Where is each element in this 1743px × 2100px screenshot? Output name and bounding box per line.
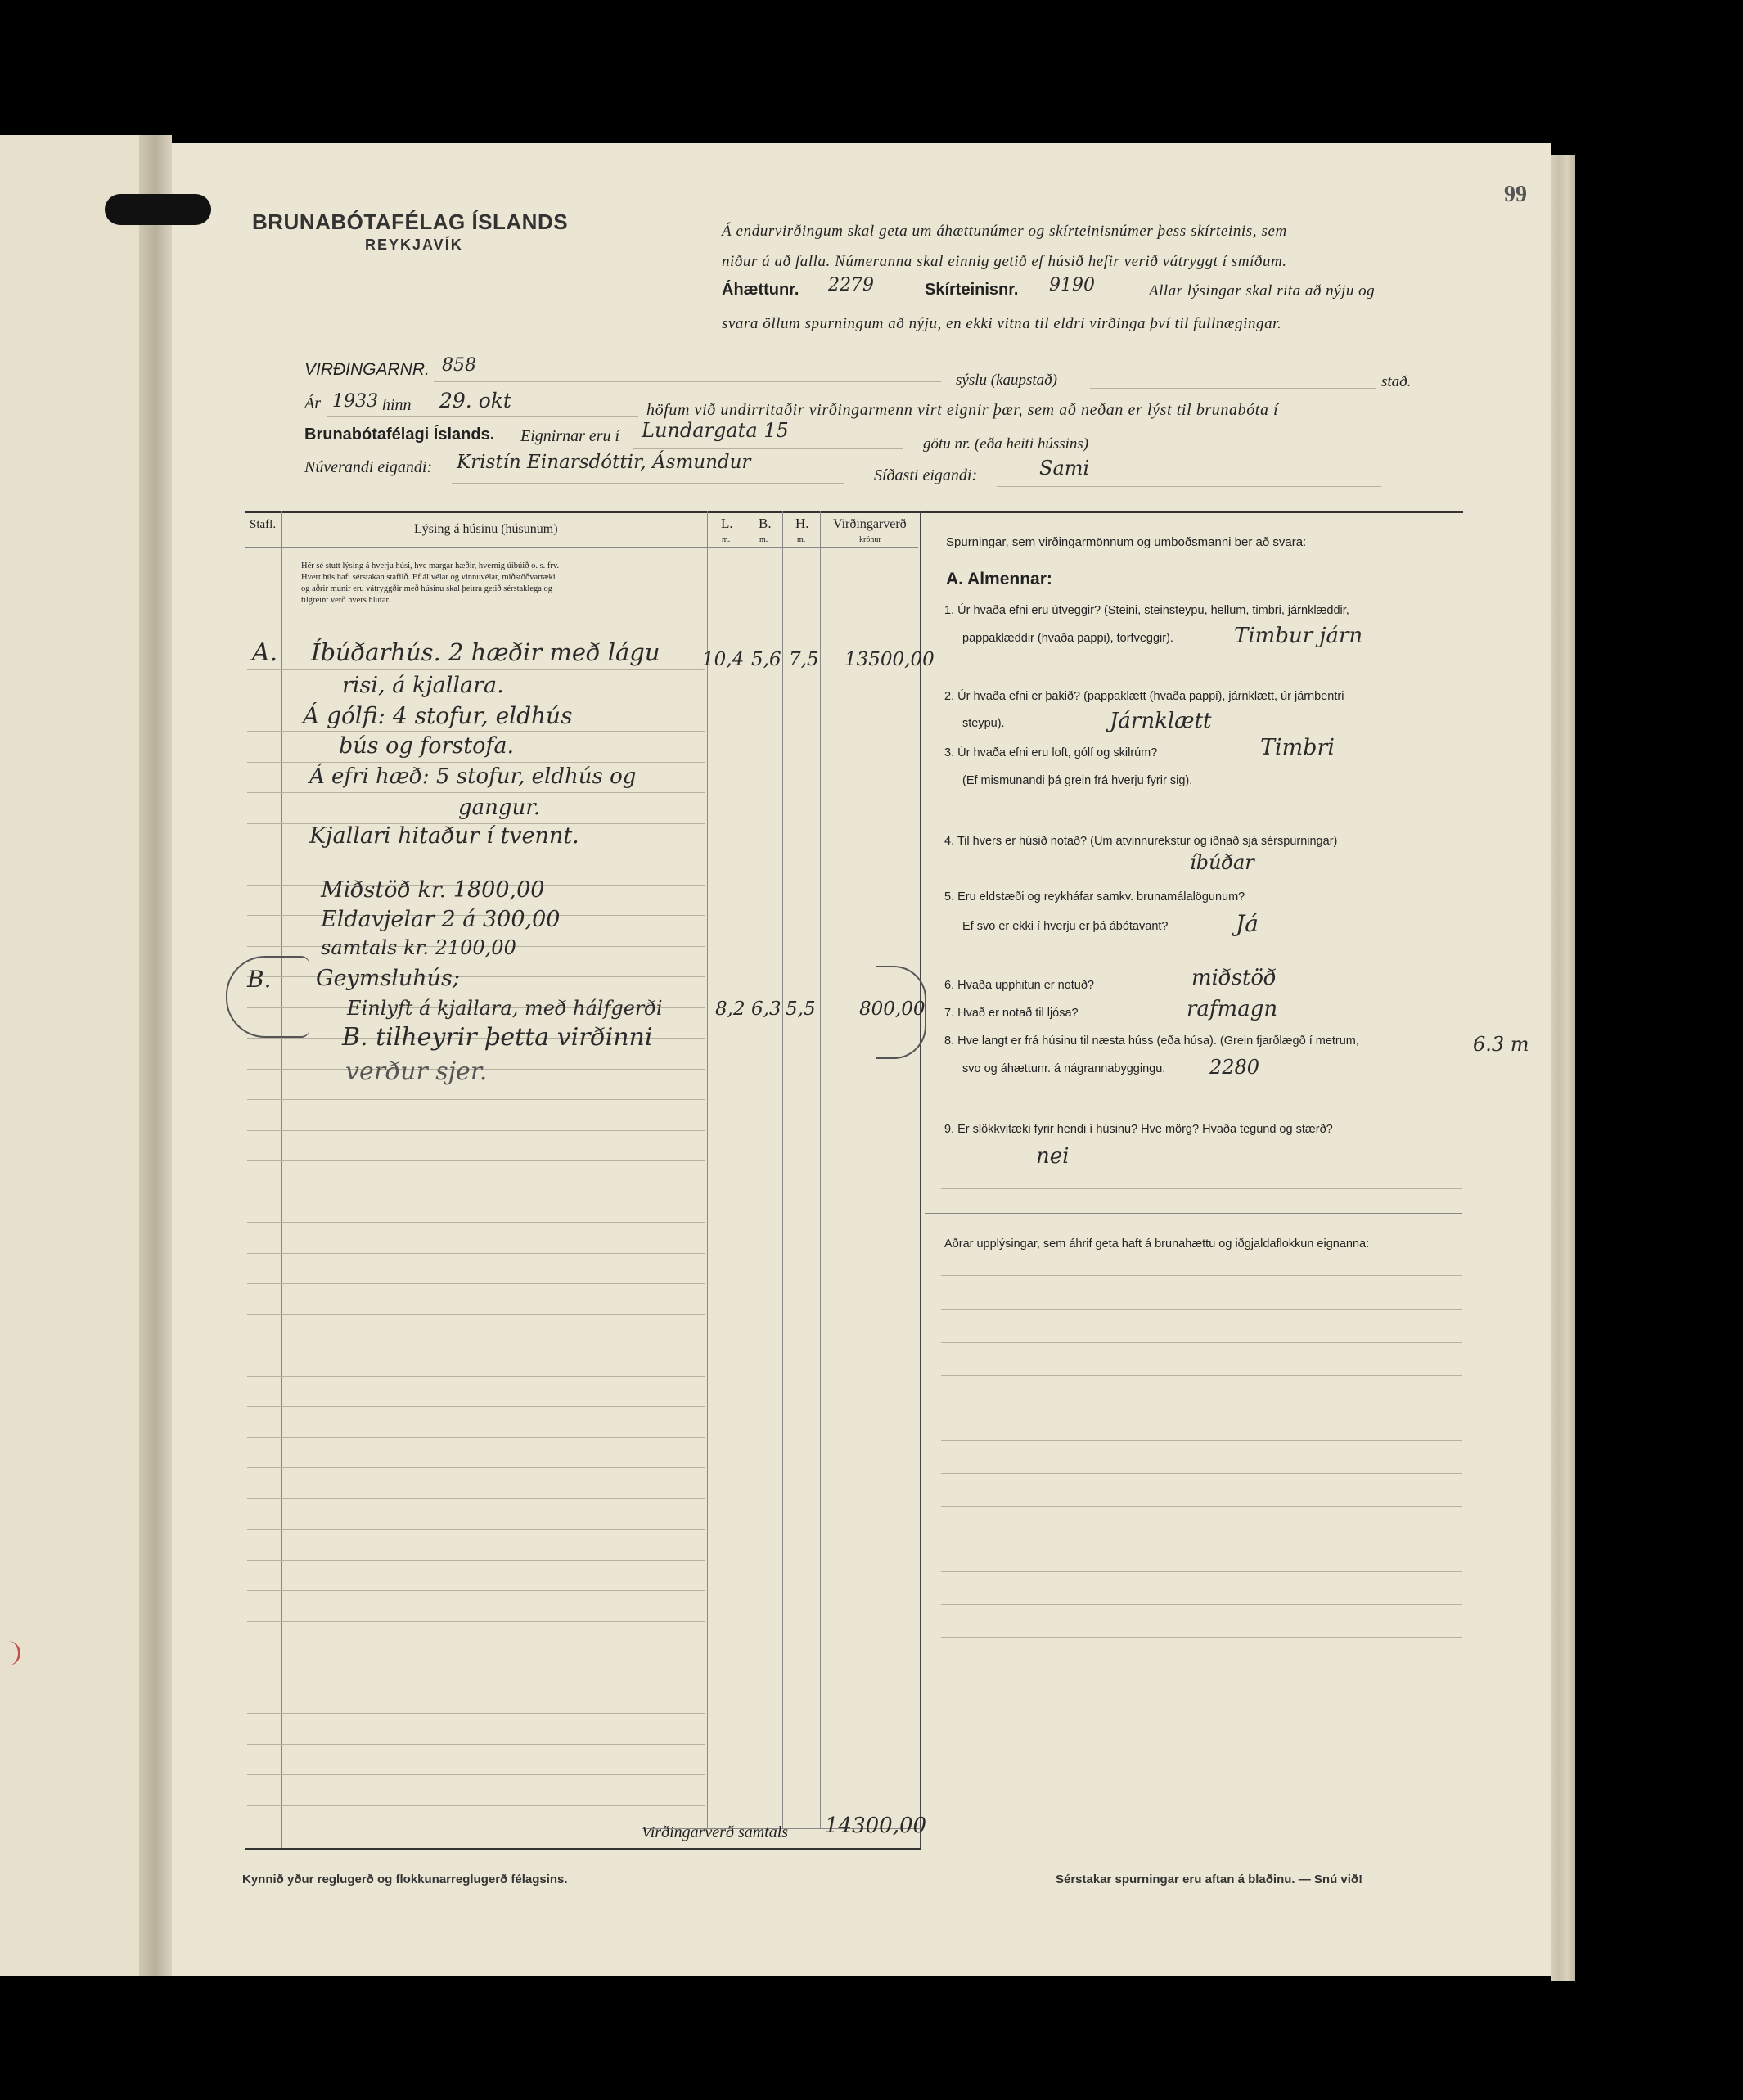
company-name: BRUNABÓTAFÉLAG ÍSLANDS — [252, 210, 569, 234]
previous-owner-label: Síðasti eigandi: — [874, 466, 978, 484]
question-1b: pappaklæddir (hvaða pappi), torfveggir). — [962, 632, 1173, 645]
entry-b-value: 800,00 — [859, 998, 926, 1020]
ruled-line — [247, 1713, 705, 1714]
entry-b-letter: B. — [247, 966, 272, 993]
question-2a: 2. Úr hvaða efni er þakið? (pappaklætt (hvaða pappi), járnklætt, úr járnbentri — [944, 690, 1344, 703]
answer-4: íbúðar — [1190, 851, 1254, 874]
col-divider-h — [820, 511, 821, 1828]
col-header-length: L. — [721, 516, 733, 531]
answer-line — [941, 1342, 1462, 1343]
ruled-line — [247, 669, 705, 670]
answer-1: Timbur járn — [1234, 624, 1363, 648]
other-info-rule — [925, 1213, 1462, 1214]
ruled-line — [247, 1283, 705, 1284]
entry-a-line-4: bús og forstofa. — [339, 733, 515, 759]
owner-value: Kristín Einarsdóttir, Ásmundur — [457, 452, 751, 473]
answer-line — [941, 1637, 1462, 1638]
date-label: hinn — [382, 396, 412, 414]
ruled-line — [247, 1621, 705, 1622]
company-city: REYKJAVÍK — [365, 237, 463, 253]
col-header-value: Virðingarverð — [833, 517, 907, 531]
questions-section-a: A. Almennar: — [946, 570, 1052, 588]
instructions-line-1: Á endurvirðingum skal geta um áhættunúmer og skírteinisnúmer þess skírteinis, sem — [722, 223, 1287, 240]
question-8b: svo og áhættunr. á nágrannabyggingu. — [962, 1062, 1166, 1075]
entry-a-line-3: Á gólfi: 4 stofur, eldhús — [303, 702, 573, 729]
col-divider-b — [782, 511, 783, 1828]
certificate-number-label: Skírteinisnr. — [925, 281, 1019, 299]
answer-2: Járnklætt — [1110, 709, 1212, 733]
question-7: 7. Hvað er notað til ljósa? — [944, 1007, 1079, 1020]
facing-page — [0, 135, 160, 1976]
answer-line — [941, 1275, 1462, 1276]
date-value: 29. okt — [439, 389, 511, 412]
ruled-line — [247, 1222, 705, 1223]
answer-line — [941, 1571, 1462, 1572]
entry-a-line-7: Kjallari hitaður í tvennt. — [309, 823, 579, 849]
col-header-stafl: Stafl. — [250, 518, 277, 531]
ruled-line — [247, 1376, 705, 1377]
entry-b-height: 5,5 — [786, 998, 816, 1020]
risk-number-label: Áhættunr. — [722, 281, 799, 299]
answer-9: nei — [1036, 1144, 1070, 1169]
entry-b-length: 8,2 — [715, 998, 745, 1020]
ruled-line — [247, 1314, 705, 1315]
answer-8b: 2280 — [1209, 1056, 1260, 1079]
footer-regulations: Kynnið yður reglugerð og flokkunarreglugerð félagsins. — [242, 1872, 568, 1886]
unit-width: m. — [759, 535, 768, 544]
table-intro-3: og aðrir munir eru vátryggðir með húsinu skal þeirra getið sérstaklega og — [301, 584, 553, 593]
street-value: Lundargata 15 — [642, 419, 789, 442]
answer-line — [941, 1188, 1462, 1189]
table-intro-1: Hér sé stutt lýsing á hverju húsi, hve margar hæðir, hvernig úibúið o. s. frv. — [301, 561, 560, 570]
answer-7: rafmagn — [1187, 997, 1278, 1021]
entry-a-line-10: Eldavjelar 2 á 300,00 — [321, 907, 561, 932]
question-6: 6. Hvaða upphitun er notuð? — [944, 979, 1094, 992]
col-header-width: B. — [759, 516, 772, 531]
book-gutter — [139, 135, 172, 1976]
ruled-line — [247, 1498, 705, 1499]
entry-a-line-6: gangur. — [458, 795, 541, 820]
entry-b-value-bracket — [876, 966, 926, 1059]
risk-number-value: 2279 — [828, 275, 874, 295]
question-8a: 8. Hve langt er frá húsinu til næsta húss (eða húsa). (Grein fjarðlægð í metrum, — [944, 1034, 1359, 1048]
company-inline: Brunabótafélagi Íslands. — [304, 426, 495, 444]
ruled-line — [247, 1774, 705, 1775]
answer-line — [941, 1473, 1462, 1474]
footer-turn-over: Sérstakar spurningar eru aftan á blaðinu. — Snú við! — [1056, 1872, 1363, 1886]
other-info-question: Aðrar upplýsingar, sem áhrif geta haft á brunahættu og iðgjaldaflokkun eignanna: — [944, 1237, 1370, 1251]
binding-thread — [105, 194, 211, 225]
entry-a-line-2: risi, á kjallara. — [342, 673, 504, 698]
table-bottom-rule — [245, 1848, 921, 1850]
ruled-line — [247, 792, 705, 793]
table-intro-2: Hvert hús hafi sérstakan stafilð. Ef állvélar og vinnuvélar, miðstöðvartæki — [301, 573, 556, 582]
answer-5: Já — [1236, 910, 1259, 937]
question-3a: 3. Úr hvaða efni eru loft, gólf og skilrúm? — [944, 746, 1158, 759]
question-4: 4. Til hvers er húsið notað? (Um atvinnurekstur og iðnað sjá sérspurningar) — [944, 835, 1338, 848]
col-divider-value — [920, 511, 921, 1849]
ruled-line — [247, 731, 705, 732]
question-3b: (Ef mismunandi þá grein frá hverju fyrir sig). — [962, 774, 1193, 787]
entry-a-line-1: Íbúðarhús. 2 hæðir með lágu — [311, 638, 660, 666]
entry-a-height: 7,5 — [789, 649, 819, 670]
answer-line — [941, 1604, 1462, 1605]
ruled-line — [247, 1099, 705, 1100]
answer-8a: 6.3 m — [1473, 1033, 1529, 1056]
entry-a-line-11: samtals kr. 2100,00 — [321, 936, 516, 959]
instructions-line-2: niður á að falla. Númeranna skal einnig getið ef húsið hefir verið vátryggt í smíðum. — [722, 253, 1287, 270]
entry-b-line-2: Einlyft á kjallara, með hálfgerði — [347, 997, 663, 1020]
ruled-line — [247, 1560, 705, 1561]
place-label: stað. — [1381, 373, 1412, 390]
question-5b: Ef svo er ekki í hverju er þá ábótavant? — [962, 920, 1169, 933]
valuation-number-label: VIRÐINGARNR. — [304, 360, 430, 379]
ruled-line — [247, 1805, 705, 1806]
entry-a-length: 10,4 — [702, 649, 745, 670]
assets-label: Eignirnar eru í — [520, 427, 620, 445]
answer-line — [941, 1506, 1462, 1507]
ruled-line — [247, 1130, 705, 1131]
question-9: 9. Er slökkvitæki fyrir hendi í húsinu? Hve mörg? Hvaða tegund og stærð? — [944, 1123, 1333, 1136]
ruled-line — [247, 1253, 705, 1254]
unit-length: m. — [722, 535, 731, 544]
table-header-rule — [245, 547, 918, 548]
ruled-line — [247, 1160, 705, 1161]
answer-line — [941, 1375, 1462, 1376]
instructions-tail: Allar lýsingar skal rita að nýju og — [1149, 282, 1376, 300]
col-header-value-unit: krónur — [859, 535, 881, 544]
county-label: sýslu (kaupstað) — [956, 372, 1058, 389]
entry-a-letter: A. — [252, 638, 278, 667]
ruled-line — [247, 1744, 705, 1745]
col-divider-desc — [707, 511, 708, 1828]
ruled-line — [247, 762, 705, 763]
col-divider-stafl — [281, 511, 282, 1849]
entry-b-width: 6,3 — [751, 998, 781, 1020]
year-label: Ár — [304, 394, 321, 412]
entry-b-line-1: Geymsluhús; — [316, 966, 461, 991]
table-intro-4: tilgreint verð hvers hlutar. — [301, 596, 391, 605]
col-header-height: H. — [795, 516, 809, 531]
instructions-last: svara öllum spurningum að nýju, en ekki vitna til eldri virðinga því til fullnægingar. — [722, 315, 1282, 332]
answer-6: miðstöð — [1191, 966, 1277, 990]
ruled-line — [247, 1406, 705, 1407]
entry-a-value: 13500,00 — [844, 649, 935, 670]
unit-height: m. — [797, 535, 806, 544]
page-number: 99 — [1504, 182, 1527, 207]
table-top-rule — [245, 511, 1463, 513]
owner-label: Núverandi eigandi: — [304, 458, 433, 476]
valuation-statement: höfum við undirritaðir virðingarmenn virt eignir þær, sem að neðan er lýst til brunabóta í — [646, 401, 1279, 419]
street-label: götu nr. (eða heiti hússins) — [923, 435, 1089, 453]
ruled-line — [247, 1529, 705, 1530]
page-edges — [1551, 155, 1575, 1981]
entry-b-line-4: verður sjer. — [345, 1057, 488, 1086]
valuation-number-value: 858 — [442, 355, 476, 376]
question-5a: 5. Eru eldstæði og reykháfar samkv. brunamálalögunum? — [944, 890, 1245, 904]
year-value: 1933 — [332, 391, 378, 412]
ruled-line — [247, 1437, 705, 1438]
question-1a: 1. Úr hvaða efni eru útveggir? (Steini, steinsteypu, hellum, timbri, járnklæddir, — [944, 604, 1349, 617]
entry-a-line-9: Miðstöð kr. 1800,00 — [321, 877, 545, 903]
answer-line — [941, 1440, 1462, 1441]
ruled-line — [247, 1590, 705, 1591]
col-header-description: Lýsing á húsinu (húsunum) — [414, 522, 558, 536]
certificate-number-value: 9190 — [1049, 275, 1095, 295]
entry-b-line-3: B. tilheyrir þetta virðinni — [342, 1023, 653, 1052]
questions-intro: Spurningar, sem virðingarmönnum og umboðsmanni ber að svara: — [946, 535, 1307, 549]
answer-line — [941, 1309, 1462, 1310]
previous-owner-value: Sami — [1039, 457, 1090, 480]
entry-a-width: 5,6 — [751, 649, 781, 670]
entry-a-line-5: Á efri hæð: 5 stofur, eldhús og — [309, 764, 637, 789]
total-value: 14300,00 — [825, 1814, 927, 1838]
question-2b: steypu). — [962, 717, 1005, 730]
answer-3: Timbri — [1260, 735, 1335, 760]
total-label: Virðingarverð samtals — [642, 1823, 789, 1841]
ruled-line — [247, 1467, 705, 1468]
